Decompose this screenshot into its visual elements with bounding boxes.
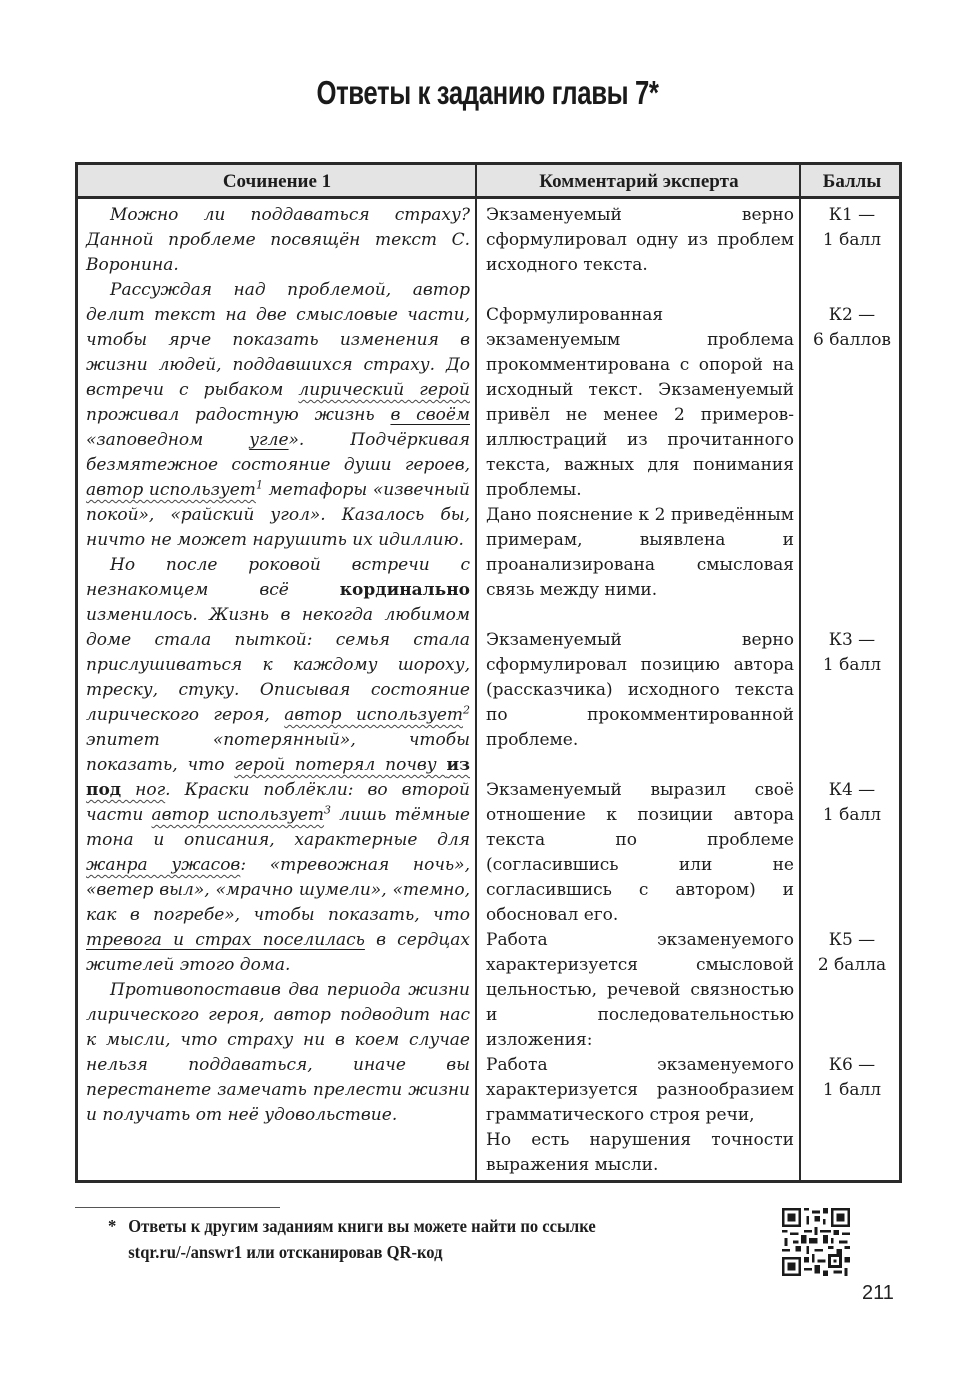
score-k1: К1 — 1 балл	[822, 205, 882, 250]
criterion-comment-k6: Работа экзаменуемого характеризуется разнообразием грамматического строя речи, Но есть нарушения точности выражения мысли.	[486, 1055, 794, 1175]
column-divider	[475, 165, 477, 1180]
essay-paragraph: Рассуждая над проблемой, автор делит текст на две смысловые части, чтобы ярче показать изменения в жизни людей, поддавшихся страху. До встречи с рыбаком лирический герой проживал радостную жизнь в своём «заповедном угле». Подчёркивая безмятежное состояние души героев, автор использует$^1$ метафоры «извечный покой», «райский угол». Казалось бы, ничто не может нарушить их идиллию.	[86, 280, 471, 550]
header-score: Баллы	[822, 171, 882, 192]
page-number: 211	[862, 1282, 894, 1304]
marked-spelling-error: из под	[86, 755, 470, 800]
footnote-ref: 1	[255, 478, 263, 492]
column-divider	[799, 165, 801, 1180]
essay-paragraph: Можно ли поддаваться страху? Данной проблеме посвящён текст С. Воронина.	[86, 205, 470, 275]
marked-subject: жанра ужасов	[86, 855, 241, 875]
score-k5: К5 — 2 балла	[817, 930, 887, 975]
answers-table	[75, 162, 902, 1183]
qr-code-icon[interactable]	[782, 1208, 850, 1276]
criterion-comment-k1: Экзаменуемый верно сформулировал одну из проблем исходного текста.	[486, 205, 794, 275]
marked-subject: герой потерял почву	[234, 755, 447, 775]
marked-subject: автор использует	[86, 480, 256, 500]
footnote: * Ответы к другим заданиям книги вы можете найти по ссылке stqr.ru/-/answr1 или отсканировав QR-код	[108, 1213, 715, 1265]
marked-error: угле	[249, 430, 289, 450]
essay-text	[86, 203, 470, 1128]
marked-subject: автор использует	[284, 705, 464, 725]
page-title: Ответы к заданию главы 7*	[316, 74, 659, 111]
score-k2: К2 — 6 баллов	[813, 305, 891, 350]
footnote-star: *	[108, 1216, 117, 1236]
essay-paragraph: Противопоставив два периода жизни лирического героя, автор подводит нас к мысли, что страху ни в коем случае нельзя поддаваться, иначе вы перестанете замечать прелести жизни и получать от неё удовольствие.	[86, 980, 470, 1125]
essay-paragraph: Но после роковой встречи с незнакомцем всё кординально изменилось. Жизнь в некогда любимом доме стала пыткой: семья стала прислушиваться к каждому шороху, треску, стуку. Описывая состояние лирического героя, автор использует$^2$ эпитет «потерянный», чтобы показать, что герой потерял почву из под ног. Краски поблёкли: во второй части автор использует$^3$ лишь тёмные тона и описания, характерные для жанра ужасов: «тревожная ночь», «ветер выл», «мрачно шумели», «темно, как в погребе», чтобы показать, что тревога и страх поселилась в сердцах жителей этого дома.	[86, 555, 471, 975]
criterion-comment-k3: Экзаменуемый верно сформулировал позицию автора (рассказчика) исходного текста по прокомментированной проблеме.	[486, 630, 794, 750]
criterion-comment-k4: Экзаменуемый выразил своё отношение к позиции автора текста по проблеме (согласившись или не согласившись с автором) и обосновал его.	[486, 780, 794, 925]
footnote-divider	[75, 1207, 280, 1208]
header-essay: Сочинение 1	[222, 171, 332, 192]
marked-subject: автор использует	[151, 805, 325, 825]
criterion-comment-k5: Работа экзаменуемого характеризуется смысловой цельностью, речевой связностью и последовательностью изложения:	[486, 930, 794, 1050]
marked-error: в своём	[390, 405, 470, 425]
score-k6: К6 — 1 балл	[822, 1055, 882, 1100]
table-header	[78, 165, 899, 199]
footnote-ref: 3	[324, 803, 332, 817]
score-k4: К4 — 1 балл	[822, 780, 882, 825]
footnote-ref: 2	[463, 703, 471, 717]
header-expert-comment: Комментарий эксперта	[539, 171, 739, 192]
marked-spelling-error: кординально	[339, 580, 470, 600]
criterion-comment-k2: Сформулированная экзаменуемым проблема прокомментирована с опорой на исходный текст. Экзаменуемый привёл не менее 2 примеров-иллюстраций из прочитанного текста, важных для понимания проблемы. Дано пояснение к 2 приведённым примерам, выявлена и проанализирована смысловая связь между ними.	[486, 305, 794, 600]
marked-subject: лирический герой	[298, 380, 470, 400]
footnote-link-text[interactable]: stqr.ru/-/answr1 или отсканировав QR-код	[128, 1242, 443, 1262]
marked-error: тревога и страх поселилась	[86, 930, 365, 950]
score-k3: К3 — 1 балл	[822, 630, 882, 675]
